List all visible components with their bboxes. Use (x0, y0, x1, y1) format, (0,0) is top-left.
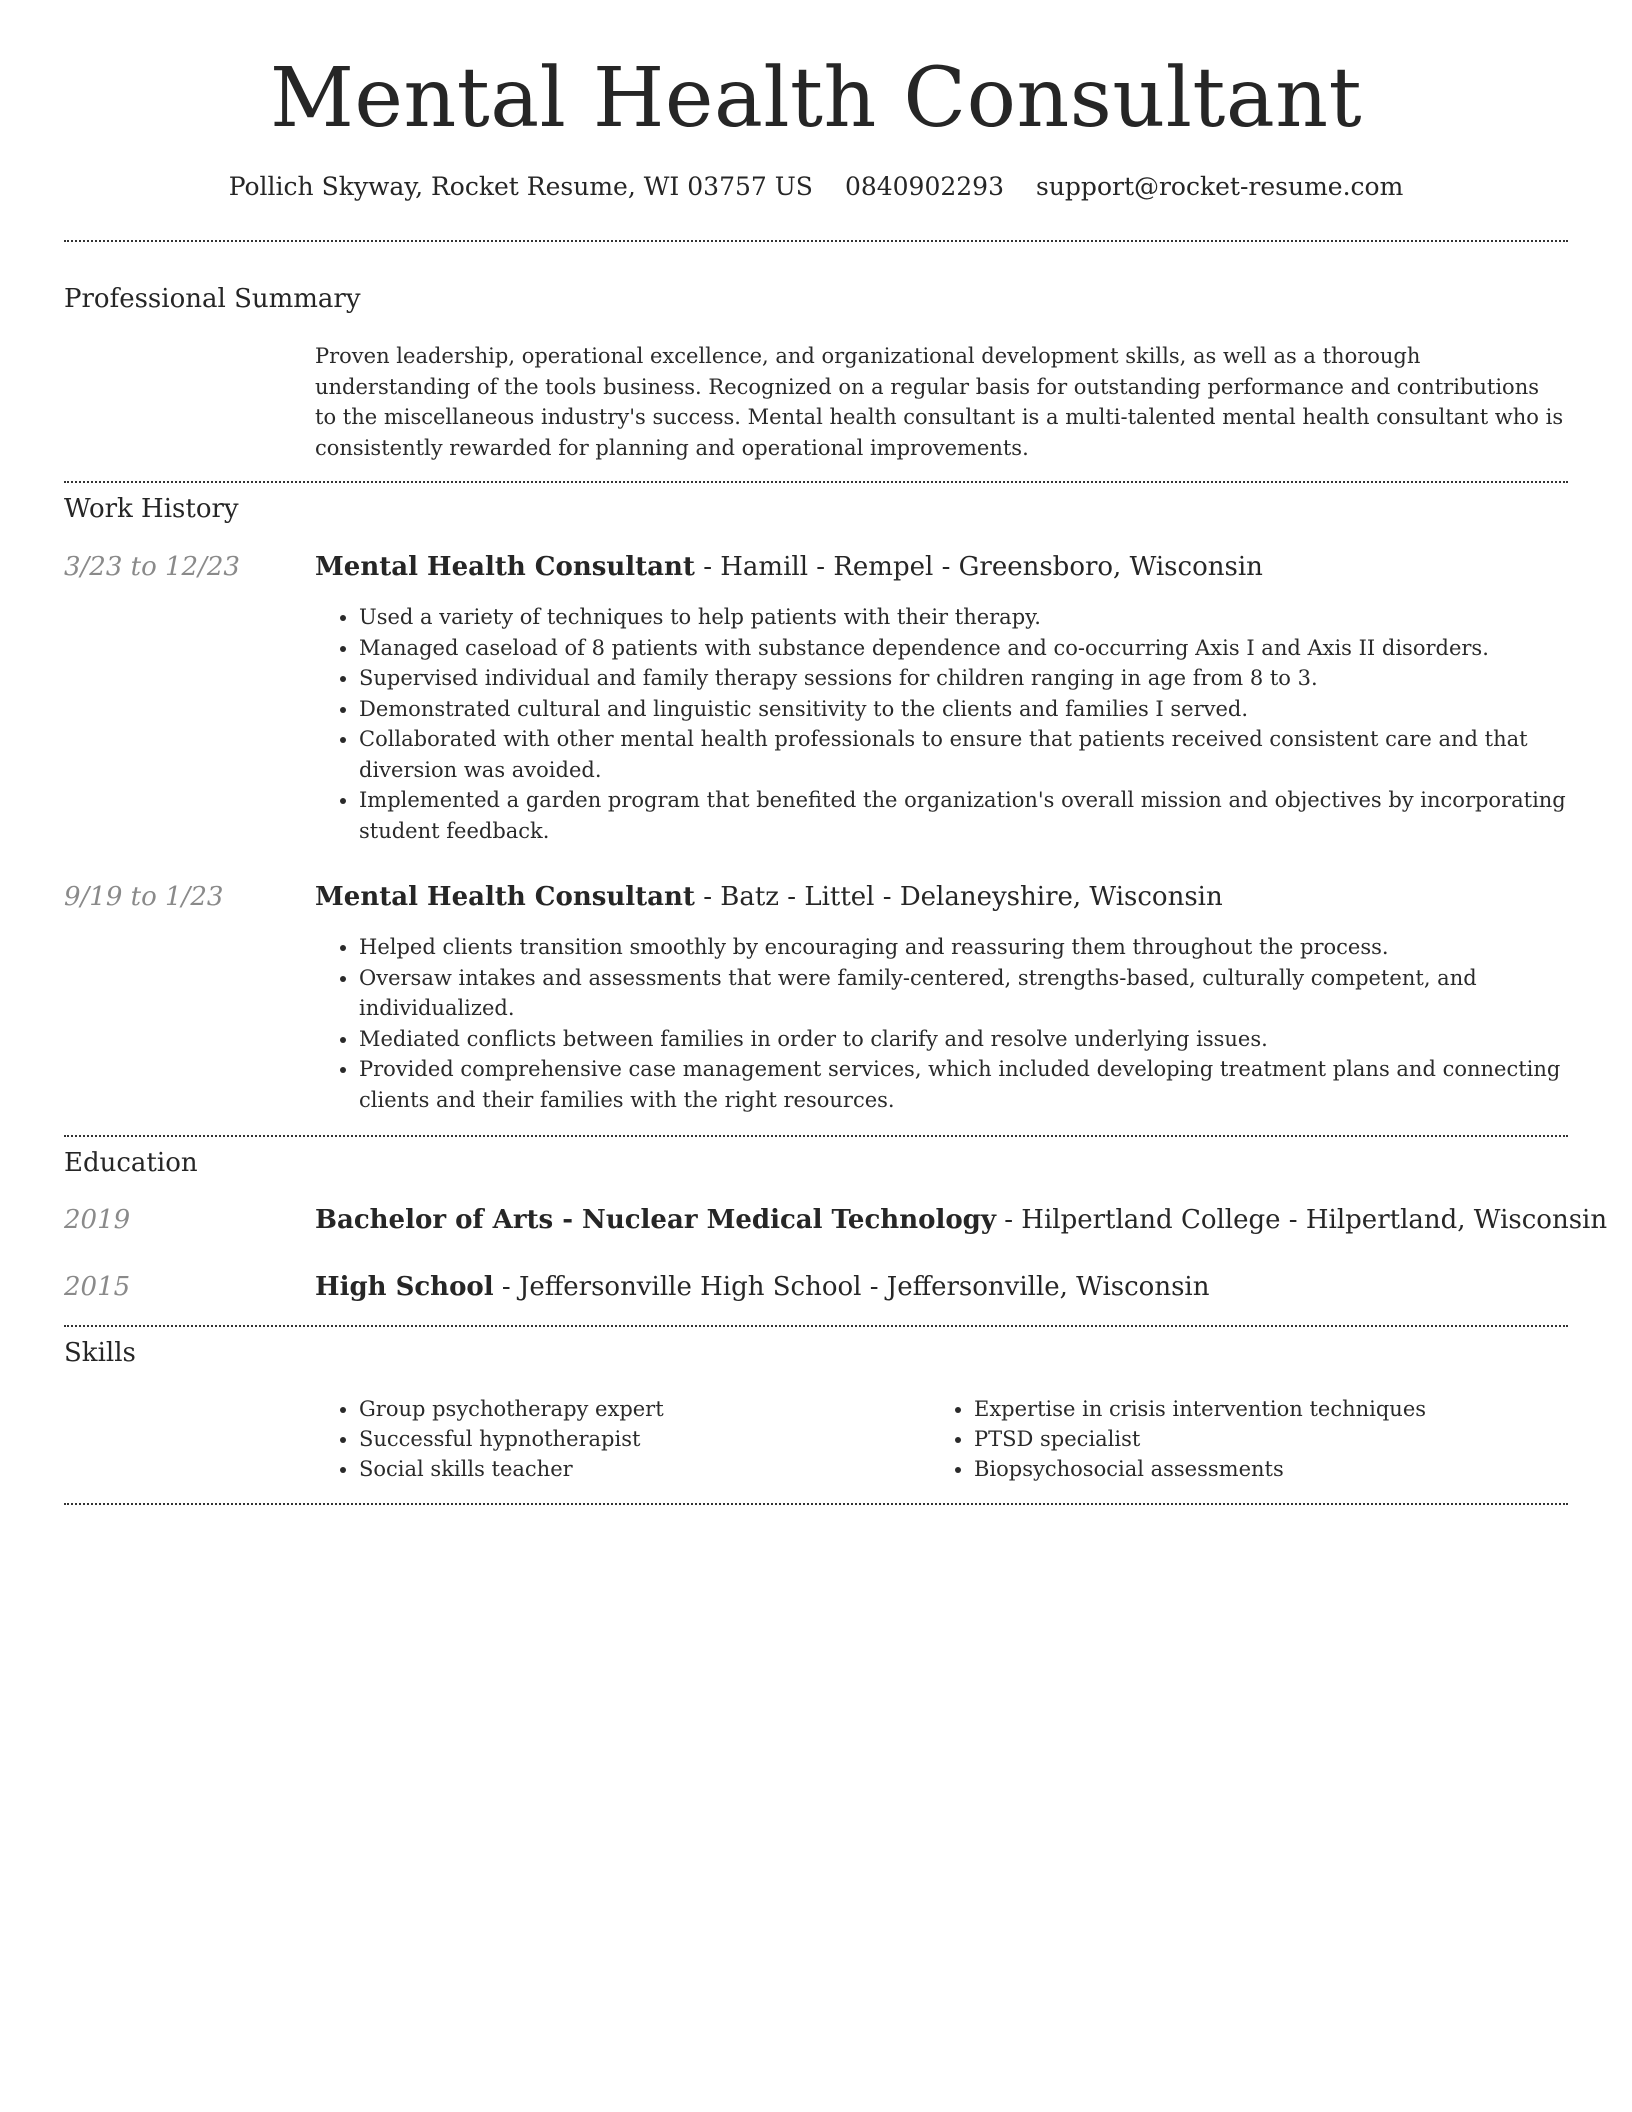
list-item: • Group psychotherapy expert (359, 1394, 929, 1424)
education-entry (315, 1205, 1607, 1235)
contact-line (0, 172, 1632, 201)
list-item: • Successful hypnotherapist (359, 1424, 929, 1454)
contact-address: Pollich Skyway, Rocket Resume, WI 03757 US (228, 172, 813, 201)
list-item: • Mediated conflicts between families in order to clarify and resolve underlying issues. (359, 1024, 1609, 1055)
list-item: • Supervised individual and family therapy sessions for children ranging in age from 8 to 3. (359, 663, 1609, 694)
list-item: • Provided comprehensive case management services, which included developing treatment plans and connecting clients and their families with the right resources. (359, 1054, 1609, 1115)
education-degree: Bachelor of Arts - Nuclear Medical Technology (315, 1205, 996, 1235)
skills-list-left (315, 1394, 929, 1484)
education-school: - Hilpertland College - Hilpertland, Wisconsin (995, 1205, 1608, 1235)
list-item: • Biopsychosocial assessments (974, 1454, 1544, 1484)
list-item: • Implemented a garden program that benefited the organization's overall mission and objectives by incorporating student feedback. (359, 785, 1609, 846)
section-divider (64, 240, 1568, 242)
job-position: Mental Health Consultant (315, 882, 695, 912)
job-title (315, 882, 1223, 912)
education-year: 2019 (64, 1205, 131, 1235)
education-year: 2015 (64, 1272, 131, 1302)
job-position: Mental Health Consultant (315, 552, 695, 582)
list-item: • Collaborated with other mental health professionals to ensure that patients received consistent care and that diversion was avoided. (359, 724, 1609, 785)
list-item: • Expertise in crisis intervention techniques (974, 1394, 1544, 1424)
summary-text: Proven leadership, operational excellence, and organizational development skills, as well as a thorough understanding of the tools business. Recognized on a regular basis for outstanding performance and contributions to the miscellaneous industry's success. Mental health consultant is a multi-talented mental health consultant who is consistently rewarded for planning and operational improvements. (315, 344, 1564, 460)
list-item: • Managed caseload of 8 patients with substance dependence and co-occurring Axis I and Axis II disorders. (359, 633, 1609, 664)
education-entry (315, 1272, 1209, 1302)
list-item: • Helped clients transition smoothly by encouraging and reassuring them throughout the process. (359, 932, 1609, 963)
list-item: • Used a variety of techniques to help patients with their therapy. (359, 602, 1609, 633)
skills-heading: Skills (64, 1338, 136, 1368)
skills-list-right (930, 1394, 1544, 1484)
job-employer: - Batz - Littel - Delaneyshire, Wisconsin (694, 882, 1223, 912)
contact-email: support@rocket-resume.com (1036, 172, 1404, 201)
education-degree: High School (315, 1272, 494, 1302)
list-item: • Oversaw intakes and assessments that were family-centered, strengths-based, culturally competent, and individualized. (359, 963, 1609, 1024)
education-heading: Education (64, 1148, 198, 1178)
work-heading: Work History (64, 494, 239, 524)
list-item: • Demonstrated cultural and linguistic sensitivity to the clients and families I served. (359, 694, 1609, 725)
contact-phone: 0840902293 (844, 172, 1004, 201)
section-divider (64, 481, 1568, 483)
job-bullets (315, 932, 1609, 1115)
section-divider (64, 1325, 1568, 1327)
job-employer: - Hamill - Rempel - Greensboro, Wisconsin (694, 552, 1263, 582)
summary-heading: Professional Summary (64, 284, 361, 314)
section-divider (64, 1503, 1568, 1505)
resume-name: Mental Health Consultant (269, 51, 1363, 146)
job-dates: 9/19 to 1/23 (64, 882, 224, 912)
job-bullets (315, 602, 1609, 846)
job-dates: 3/23 to 12/23 (64, 552, 240, 582)
job-title (315, 552, 1263, 582)
list-item: • PTSD specialist (974, 1424, 1544, 1454)
list-item: • Social skills teacher (359, 1454, 929, 1484)
education-school: - Jeffersonville High School - Jeffersonville, Wisconsin (493, 1272, 1210, 1302)
section-divider (64, 1135, 1568, 1137)
